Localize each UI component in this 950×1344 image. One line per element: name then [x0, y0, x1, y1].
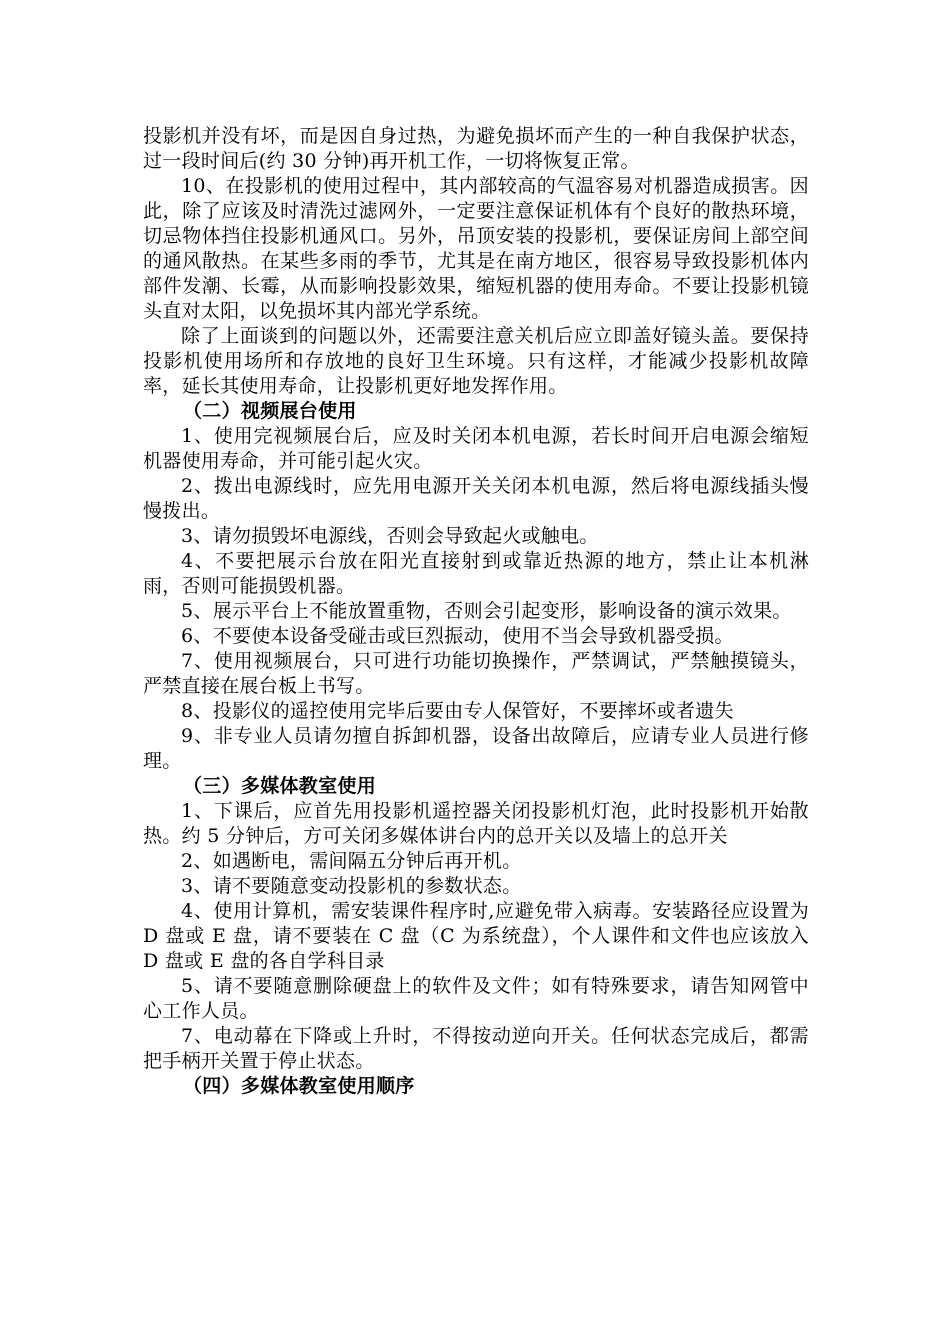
- list-item: 5、请不要随意删除硬盘上的软件及文件；如有特殊要求，请告知网管中心工作人员。: [143, 975, 809, 1022]
- list-item: 1、下课后，应首先用投影机遥控器关闭投影机灯泡，此时投影机开始散热。约 5 分钟后，方可关闭多媒体讲台内的总开关以及墙上的总开关: [143, 800, 809, 847]
- list-item: 8、投影仪的遥控使用完毕后要由专人保管好，不要摔坏或者遗失: [181, 700, 734, 722]
- section-heading-video-booth: （二）视频展台使用: [183, 400, 357, 422]
- list-item: 7、使用视频展台，只可进行功能切换操作，严禁调试，严禁触摸镜头，严禁直接在展台板上书写。: [143, 650, 809, 697]
- document-page: [143, 124, 809, 1099]
- list-item: 4、使用计算机，需安装课件程序时,应避免带入病毒。安装路径应设置为 D 盘或 E 盘，请不要装在 C 盘（C 为系统盘），个人课件和文件也应该放入 D 盘或 E 盘的各自学科目录: [143, 900, 809, 972]
- list-item: 2、如遇断电，需间隔五分钟后再开机。: [181, 850, 522, 872]
- list-item: 7、电动幕在下降或上升时，不得按动逆向开关。任何状态完成后，都需把手柄开关置于停止状态。: [143, 1025, 809, 1072]
- section-heading-multimedia-classroom: （三）多媒体教室使用: [183, 775, 377, 797]
- paragraph-item-10: 10、在投影机的使用过程中，其内部较高的气温容易对机器造成损害。因此，除了应该及时清洗过滤网外，一定要注意保证机体有个良好的散热环境，切忌物体挡住投影机通风口。另外，吊顶安装的投影机，要保证房间上部空间的通风散热。在某些多雨的季节，尤其是在南方地区，很容易导致投影机体内部件发潮、长霉，从而影响投影效果，缩短机器的使用寿命。不要让投影机镜头直对太阳，以免损坏其内部光学系统。: [143, 175, 809, 322]
- paragraph-continued: 投影机并没有坏，而是因自身过热，为避免损坏而产生的一种自我保护状态，过一段时间后(约 30 分钟)再开机工作，一切将恢复正常。: [143, 125, 809, 172]
- list-item: 6、不要使本设备受碰击或巨烈振动，使用不当会导致机器受损。: [181, 625, 734, 647]
- list-item: 3、请勿损毁坏电源线，否则会导致起火或触电。: [181, 525, 599, 547]
- list-item: 9、非专业人员请勿擅自拆卸机器，设备出故障后，应请专业人员进行修理。: [143, 725, 809, 772]
- list-item: 1、使用完视频展台后，应及时关闭本机电源，若长时间开启电源会缩短机器使用寿命，并可能引起火灾。: [143, 425, 809, 472]
- list-item: 3、请不要随意变动投影机的参数状态。: [181, 875, 522, 897]
- paragraph-summary: 除了上面谈到的问题以外，还需要注意关机后应立即盖好镜头盖。要保持投影机使用场所和存放地的良好卫生环境。只有这样，才能减少投影机故障率，延长其使用寿命，让投影机更好地发挥作用。: [143, 325, 809, 397]
- list-item: 2、拨出电源线时，应先用电源开关关闭本机电源，然后将电源线插头慢慢拨出。: [143, 475, 809, 522]
- list-item: 4、不要把展示台放在阳光直接射到或靠近热源的地方，禁止让本机淋雨，否则可能损毁机器。: [143, 550, 809, 597]
- list-item: 5、展示平台上不能放置重物，否则会引起变形，影响设备的演示效果。: [181, 600, 792, 622]
- section-heading-usage-order: （四）多媒体教室使用顺序: [183, 1075, 415, 1097]
